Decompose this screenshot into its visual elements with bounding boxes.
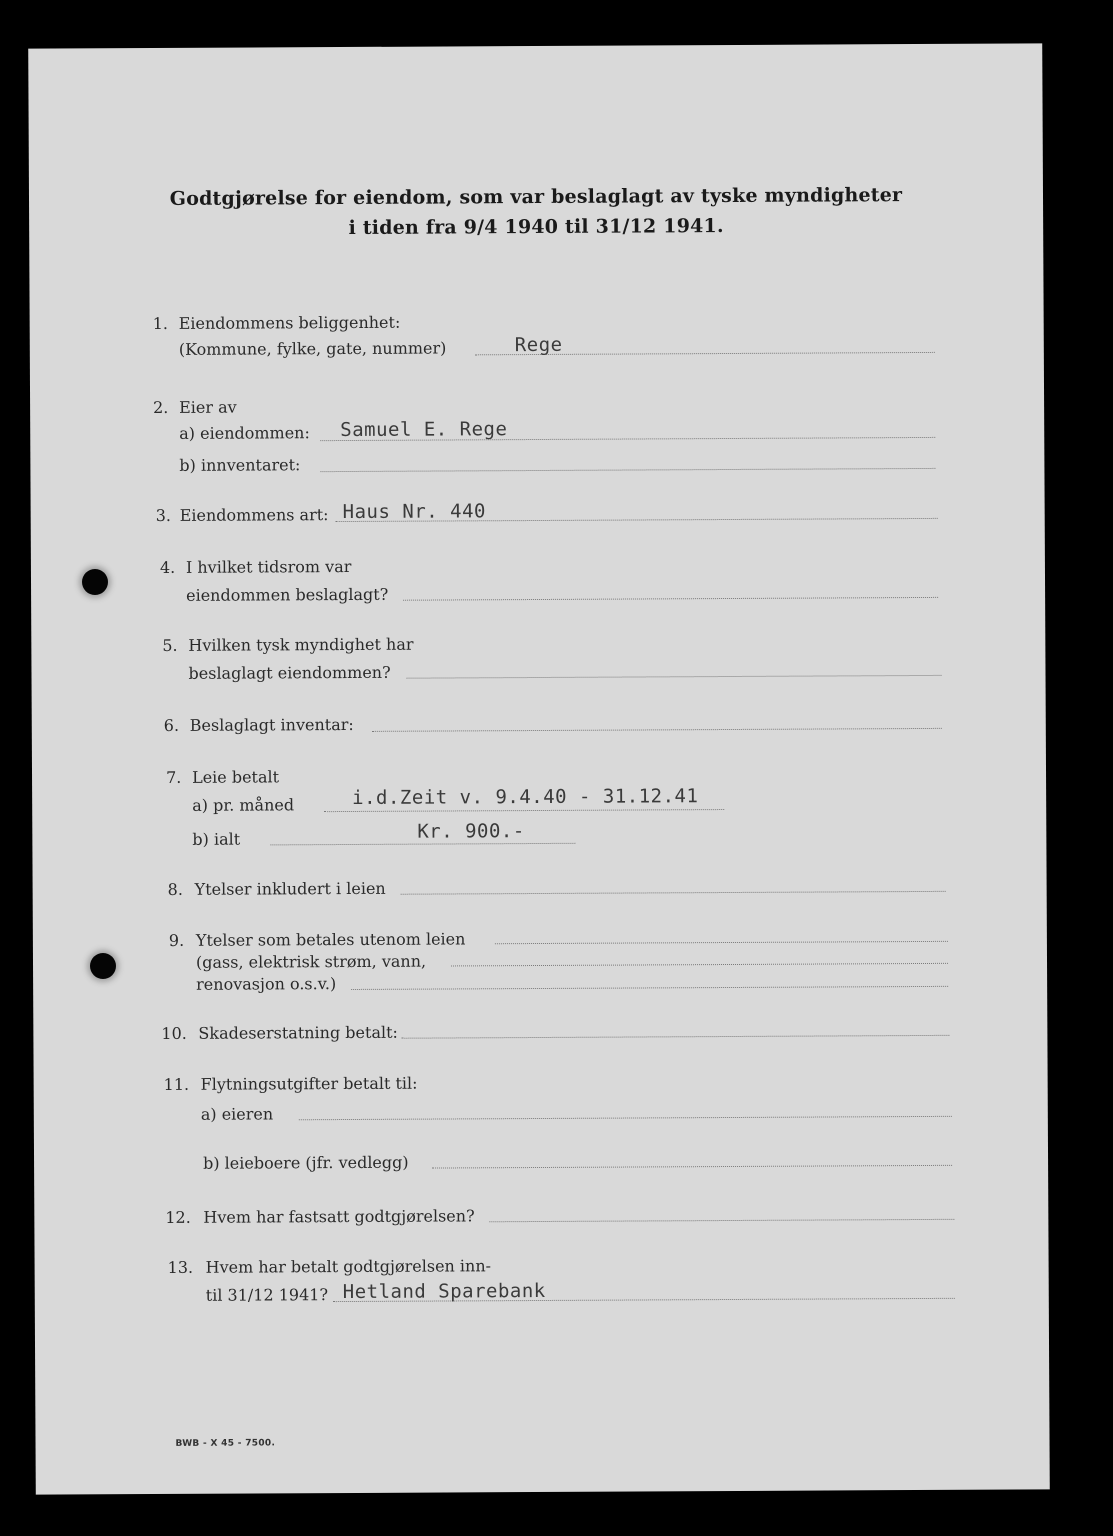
q7b-label: b) ialt [192,829,241,849]
q2b-answer-line [320,468,935,472]
q1-answer: Rege [514,333,563,357]
q7b-answer-line [270,843,575,846]
q7-label: Leie betalt [191,767,280,787]
q13-label: Hvem har betalt godtgjørelsen inn- [205,1256,492,1277]
q7b-answer: Kr. 900.- [417,820,525,843]
q9-number: 9. [168,930,185,950]
q2a-answer: Samuel E. Rege [340,418,508,442]
q7-number: 7. [165,767,182,787]
q11b-label: b) leieboere (jfr. vedlegg) [203,1152,409,1173]
q12-label: Hvem har fastsatt godtgjørelsen? [203,1206,475,1227]
q12-number: 12. [165,1207,191,1227]
q13-number: 13. [167,1257,194,1277]
q11a-label: a) eieren [200,1104,274,1124]
q12-answer-line [489,1219,954,1222]
q7a-answer: i.d.Zeit v. 9.4.40 - 31.12.41 [352,785,699,809]
q9-answer-line-3 [351,986,948,990]
q13-answer: Hetland Sparebank [342,1279,546,1304]
q3-answer: Haus Nr. 440 [342,500,486,524]
q4-number: 4. [159,557,176,577]
q5-answer-line [407,675,942,679]
q2-label: Eier av [179,397,237,417]
q6-label: Beslaglagt inventar: [189,714,354,735]
q8-answer-line [401,891,946,895]
q8-number: 8. [167,879,183,899]
q6-answer-line [372,728,942,732]
punch-hole-bottom [90,953,116,979]
q9-sublabel-1: (gass, elektrisk strøm, vann, [195,951,427,972]
q3-number: 3. [155,505,171,526]
q10-label: Skadeserstatning betalt: [198,1022,398,1043]
q9-answer-line-1 [495,941,948,944]
q1-number: 1. [152,313,168,334]
q11a-answer-line [299,1116,952,1120]
title-line-1: Godtgjørelse for eiendom, som var beslaglagt av tyske myndigheter [169,184,903,210]
q10-answer-line [401,1035,949,1039]
q9-answer-line-2 [451,963,948,967]
q7a-label: a) pr. måned [192,795,295,815]
q4-answer-line [403,597,938,601]
q5-number: 5. [162,635,178,655]
title-line-2: i tiden fra 9/4 1940 til 31/12 1941. [348,215,724,239]
q4-label: I hvilket tidsrom var [185,556,352,577]
q1-label: Eiendommens beliggenhet: [178,312,401,333]
q2b-label: b) innventaret: [179,455,301,475]
q1-sublabel: (Kommune, fylke, gate, nummer) [178,338,447,359]
document-page [28,43,1050,1494]
q9-sublabel-2: renovasjon o.s.v.) [196,974,337,994]
q7a-answer-line [324,809,724,812]
q4-sublabel: eiendommen beslaglagt? [186,584,389,605]
q8-label: Ytelser inkludert i leien [194,878,386,899]
q6-number: 6. [163,715,180,735]
punch-hole-top [82,569,108,595]
q2-number: 2. [153,397,169,418]
q5-label: Hvilken tysk myndighet har [188,634,414,655]
q5-sublabel: beslaglagt eiendommen? [188,662,391,683]
q10-number: 10. [161,1023,187,1043]
q11-label: Flytningsutgifter betalt til: [200,1073,418,1094]
q13-sublabel: til 31/12 1941? [205,1285,329,1305]
q11-number: 11. [163,1074,190,1094]
q3-label: Eiendommens art: [179,505,329,525]
q11b-answer-line [432,1165,952,1169]
form-code: BWB - X 45 - 7500. [175,1438,276,1449]
q9-label: Ytelser som betales utenom leien [195,929,466,950]
q2a-label: a) eiendommen: [179,423,310,443]
